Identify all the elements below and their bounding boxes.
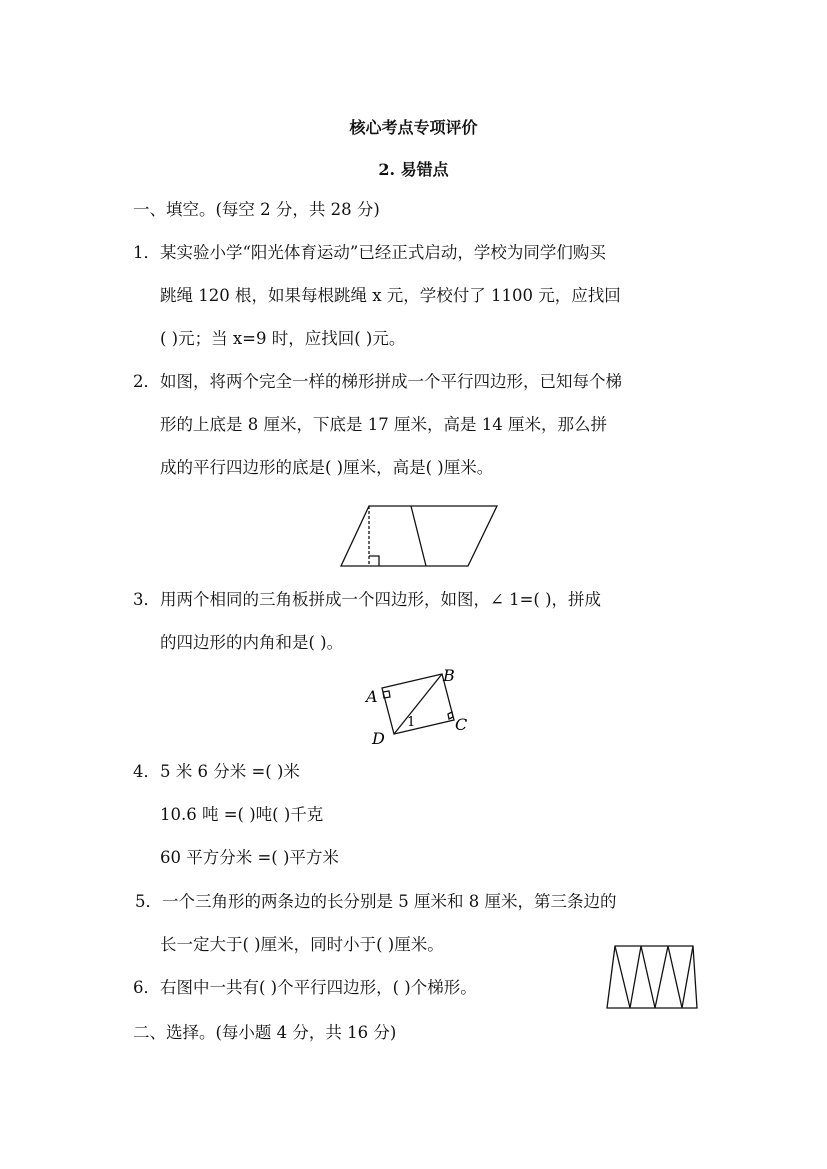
section-heading-choice: 二、选择。(每小题 4 分，共 16 分) [133, 1023, 397, 1042]
right-angle-mark-a [383, 691, 390, 698]
question-4-line-2: 10.6 吨 =( )吨( )千克 [160, 805, 324, 824]
question-1-line-3: ( )元；当 x=9 时，应找回( )元。 [160, 329, 406, 348]
zigzag-shapes-figure [605, 944, 699, 1010]
parallelogram-trapezoid-figure [340, 504, 500, 568]
section-heading-fill-blank: 一、填空。(每空 2 分，共 28 分) [133, 200, 380, 219]
question-4-line-3: 60 平方分米 =( )平方米 [160, 848, 339, 867]
vertex-label-a: A [366, 687, 378, 706]
triangle-rulers-figure [364, 664, 474, 748]
vertex-label-d: D [372, 729, 385, 748]
question-1-line-2: 跳绳 120 根，如果每根跳绳 x 元，学校付了 1100 元，应找回 [160, 286, 621, 305]
question-1-line-1: 1．某实验小学“阳光体育运动”已经正式启动，学校为同学们购买 [133, 243, 606, 262]
angle-label-1: 1 [407, 715, 416, 730]
question-3-line-2: 的四边形的内角和是( )。 [160, 633, 344, 652]
question-5-line-2: 长一定大于( )厘米，同时小于( )厘米。 [160, 935, 444, 954]
right-angle-mark [369, 556, 379, 566]
vertex-label-c: C [455, 715, 468, 734]
question-2-line-3: 成的平行四边形的底是( )厘米，高是( )厘米。 [160, 458, 494, 477]
question-5-line-1: 5．一个三角形的两条边的长分别是 5 厘米和 8 厘米，第三条边的 [135, 892, 617, 911]
right-angle-mark-c [448, 712, 453, 719]
zigzag-lines [615, 946, 693, 1008]
question-4-line-1: 4．5 米 6 分米 =( )米 [133, 762, 300, 781]
page-subtitle: 2. 易错点 [378, 160, 449, 179]
question-6-line-1: 6．右图中一共有( )个平行四边形，( )个梯形。 [133, 978, 477, 997]
trapezoid-divider [411, 506, 426, 566]
vertex-label-b: B [443, 666, 455, 685]
question-2-line-2: 形的上底是 8 厘米，下底是 17 厘米，高是 14 厘米，那么拼 [160, 415, 607, 434]
page-title: 核心考点专项评价 [349, 118, 478, 137]
question-3-line-1: 3．用两个相同的三角板拼成一个四边形，如图，∠ 1=( )，拼成 [133, 590, 602, 609]
question-2-line-1: 2．如图，将两个完全一样的梯形拼成一个平行四边形，已知每个梯 [133, 372, 622, 391]
